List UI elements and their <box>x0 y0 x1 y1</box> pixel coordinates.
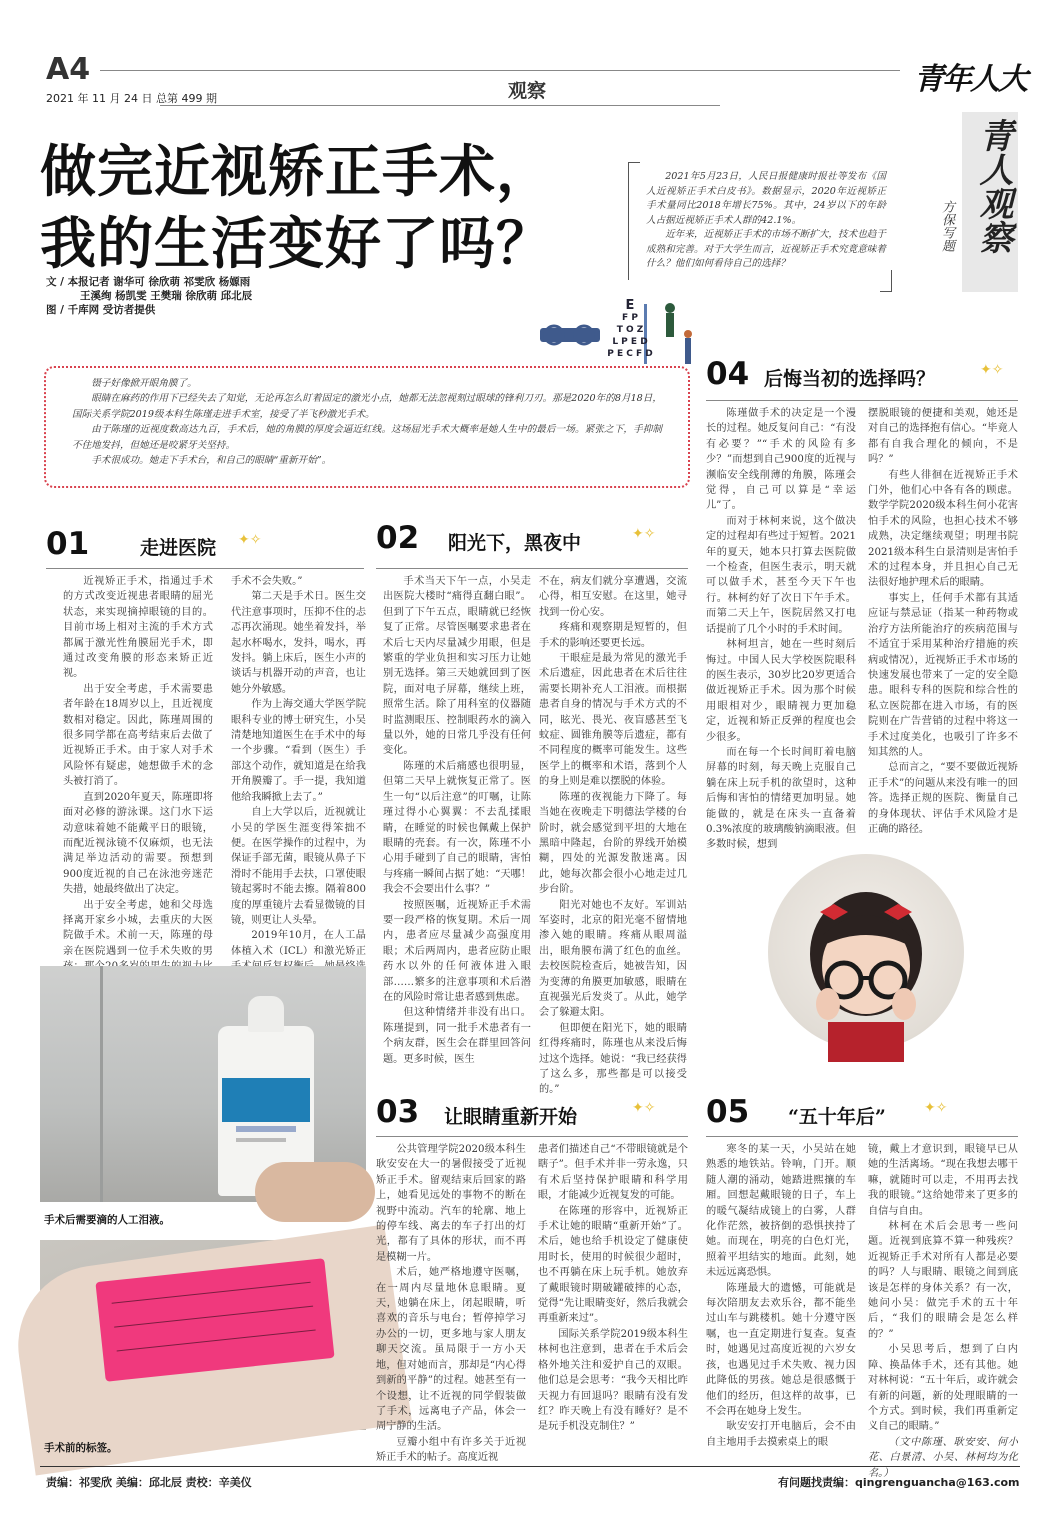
section-03-rule <box>376 1136 688 1137</box>
body-paragraph: 手术不会失败。” <box>231 576 303 587</box>
wristband-caption: 手术前的标签。 <box>44 1442 118 1454</box>
girl-illustration <box>768 854 964 1050</box>
section-rule <box>160 105 720 106</box>
body-paragraph: 事实上，任何手术都有其适应证与禁忌证（指某一种药物或治疗方法所能治疗的疾病范围与不适宜于采用某种治疗措施的疾病或情况），近视矫正手术市场的快速发展也带来了一定的安全隐患。眼科专科的医院和综合性的私立医院都在进入市场，有的医院则在广告营销的过程中将这一手术过度美化，也吸引了许多不知其然的人。 <box>868 592 1018 758</box>
lead-text <box>646 170 886 290</box>
body-paragraph: 2019年10月，在人工晶体植入术（ICL）和激光矫正 <box>231 930 366 957</box>
body-paragraph: 公共管理学院2020级本科生耿安安在大一的暑假接受了近视矫正手术。留观结束后回家的路上，她看见远处的事物不的断在视野中流动。汽车的轮廓、地上的停车线、离去的车子打出的灯光，都有了具体的形状，而不再是模糊一片。 <box>376 1144 526 1263</box>
section-05-rule <box>706 1136 1018 1137</box>
body-paragraph: 总而言之，“要不要做近视矫正手术”的问题从来没有唯一的回答。选择正规的医院、衡量自己的身体现状、评估手术风险才是正确的路径。 <box>868 762 1018 835</box>
body-paragraph: （文中陈瑾、耿安安、何小花、白景清、小吴、林柯均为化名。） <box>868 1436 1018 1479</box>
body-paragraph: 陈瑾最大的遗憾，可能就是每次陪朋友去欢乐谷，都不能坐过山车与跳楼机。她十分遵守医嘱，也一直定期进行复查。复查时，她遇见过高度近视的六岁女孩，也遇见过手术失败、视力因此降低的男孩。她总是很感慨于他们的经历，但这样的故事，已不会再在她身上发生。 <box>706 1282 856 1417</box>
section-04-column-2 <box>868 406 1018 842</box>
byline <box>46 275 252 317</box>
body-paragraph: 近视矫正手术，指通过手术的方式改变近视患者眼睛的屈光状态，来实现摘掉眼镜的目的。目前市场上相对主流的手术方式都属于激光性角膜屈光手术，即通过改变角膜的形态来矫正近视。 <box>63 576 213 680</box>
eye-chart-row: T O Z <box>616 325 644 335</box>
body-paragraph: 自上大学以后，近视就让小吴的学医生涯变得笨拙不便。在医学操作的过程中，为保证手部无菌，眼镜从鼻子下滑时不能用手去扶，口罩使眼镜起雾时不能去擦。隔着800度的厚重镜片去看显微镜的目镜，则更让人头晕。 <box>231 807 366 926</box>
body-paragraph: 不在，病友们就分享遭遇，交流心得，相互安慰。在这里，她寻找到一份心安。 <box>539 576 687 618</box>
section-04-number: 04 <box>706 356 750 392</box>
byline-line: 王溪绚 杨凯雯 王樊瑞 徐欣萌 邱北辰 <box>80 290 253 302</box>
column-logo-signature: 方保写题 <box>939 200 954 252</box>
section-05-column-1 <box>706 1142 856 1462</box>
section-04-column-1 <box>706 406 856 851</box>
intro-paragraph: 由于陈瑾的近视度数高达九百，手术后，她的角膜的厚度会逼近红线。这场屈光手术大概率是她人生中的最后一场。紧张之下，手抑制不住地发抖，但她还是咬紧牙关坚持。 <box>72 424 662 451</box>
section-04-title: 后悔当初的选择吗？ <box>764 368 936 390</box>
column-logo-text: 青人观察 <box>973 118 1013 254</box>
body-paragraph: 镜，戴上才意识到，眼镜早已从她的生活离场。“现在我想去哪干嘛，就随时可以走，不用再去找我的眼镜。”这给她带来了更多的自信与自由。 <box>868 1144 1018 1217</box>
body-paragraph: 耿安安打开电脑后，会不由自主地用手去摸索桌上的眼 <box>706 1421 856 1448</box>
section-02-rule <box>376 568 688 569</box>
body-paragraph: 摆脱眼镜的便捷和美观，她还是对自己的选择抱有信心。“毕竟人都有自我合理化的倾向，不是吗？” <box>868 408 1018 466</box>
sparkle-icon: ✦✧ <box>632 1100 656 1116</box>
body-paragraph: 直到2020年夏天，陈瑾即将面对必修的游泳课。这门水下运动意味着她不能戴平日的眼镜，而配近视泳镜不仅麻烦，也无法满足举边活动的需要。预想到900度近视的自己在泳池旁迷茫失措，她最终做出了决定。 <box>63 791 213 896</box>
date-line: 2021 年 11 月 24 日 总第 499 期 <box>46 92 217 105</box>
lead-bracket <box>628 162 640 280</box>
body-paragraph: 患者们描述自己“不带眼镜就是个瞎子”。但手术并非一劳永逸，只有术后坚持保护眼睛和科学用眼，才能减少近视复发的可能。 <box>538 1144 688 1202</box>
footer-rule <box>40 1466 1020 1467</box>
body-paragraph: 出于安全考虑，她和父母选择离开家乡小城，去重庆的大医院做手术。术前一天，陈瑾的母亲在医院遇到一位手术失败的男 <box>63 899 213 957</box>
paper-logo: 青年人大 <box>914 62 1026 97</box>
lead-paragraph: 2021年5月23日，人民日报健康时报社等发布《国人近视矫正手术白皮书》。数据显示，2020年近视矫正手术量同比2018年增长75%。其中，24岁以下的年龄人占据近视矫正手术人群的42.1%。 <box>646 171 886 226</box>
sparkle-icon: ✦✧ <box>632 526 656 542</box>
section-01-column-1 <box>63 574 213 962</box>
wristband-photo <box>40 1240 366 1430</box>
body-paragraph: 小吴思考后，想到了白内障、换晶体手术，还有其他。她对林柯说：“五十年后，或许就会有新的问题，新的处理眼睛的一个方式。到时候，我们再重新定义自己的眼睛。” <box>868 1344 1018 1433</box>
body-paragraph: 在陈瑾的形容中，近视矫正手术让她的眼睛“重新开始”了。术后，她也给手机设定了健康使用时长，使用的时候很少超时，也不再躺在床上玩手机。她放弃了戴眼镜时期破罐破摔的心态，觉得“先让眼睛变好，然后我就会再重新来过”。 <box>538 1205 688 1325</box>
section-05-number: 05 <box>706 1094 750 1130</box>
section-01-column-2 <box>231 574 366 962</box>
section-05-column-2 <box>868 1142 1018 1479</box>
section-03-column-1 <box>376 1142 526 1462</box>
section-04-rule <box>706 400 1018 401</box>
eye-chart-row: E <box>625 298 635 313</box>
body-paragraph: 手术当天下午一点，小吴走出医院大楼时“痛得直翻白眼”。但到了下午五点，眼睛就已经恢复了正常。尽管医嘱要求患者在术后七天内尽量减少用眼，但是繁重的学业负担和实习压力让她别无选择。第三天她就回到了医院，面对电子屏幕，继续上班，照常生活。除了用科室的仪器随时监测眼压、控制眼药水的滴入量以外，她的日常几乎没有任何变化。 <box>383 576 531 757</box>
masthead-rule <box>100 70 900 71</box>
body-paragraph: 而对于林柯来说，这个做决定的过程却有些过于短暂。2021年的夏天，她本只打算去医院做一个检查，但医生表示，明天就可以做手术，甚至今天下午也行。林柯约好了次日下午手术。而第二天上午，医院居然又打电话提前了几个小时的手术时间。 <box>706 515 856 635</box>
eye-chart-row: L P E D <box>612 337 648 347</box>
section-01-number: 01 <box>46 526 90 562</box>
sparkle-icon: ✦✧ <box>238 532 262 548</box>
body-paragraph: 陈瑾的术后痛感也很明显，但第二天早上就恢复正常了。医生一句“以后注意”的叮嘱，让陈瑾过得小心翼翼：不去乱揉眼睛，在睡觉的时候也佩戴上保护眼睛的壳套。有一次，陈瑾不小心用手碰到了自己的眼睛，害怕与疼痛一瞬间占据了她：“天哪！我会不会要出什么事？” <box>383 760 531 896</box>
body-paragraph: 出于安全考虑，手术需要患者年龄在18周岁以上，且近视度数相对稳定。因此，陈瑾周围的很多同学都在高考结束后去做了近视矫正手术。由于家人对手术风险怀有疑虑，她想做手术的念头被打消了。 <box>63 683 213 788</box>
headline-line-2: 我的生活变好了吗？ <box>40 212 553 277</box>
section-03-title: 让眼睛重新开始 <box>444 1106 578 1128</box>
body-paragraph: 而在每一个长时间盯着电脑屏幕的时刻，每天晚上克服自己躺在床上玩手机的欲望时，这种后悔和害怕的情绪更加明显。她能做的，就是在床头一直备着0.3%浓度的玻璃酸钠滴眼液。但多数时候，想到 <box>706 746 856 851</box>
section-label: 观察 <box>508 80 547 102</box>
body-paragraph: 林柯在术后会思考一些问题。近视到底算不算一种残疾？近视矫正手术对所有人都是必要的吗？人与眼睛、眼镜之间到底该是怎样的身体关系？有一次，她问小吴：做完手术的五十年后，“我们的眼睛会是怎么样的？” <box>868 1221 1018 1340</box>
body-paragraph: 有些人徘徊在近视矫正手术门外，他们心中各有各的顾虑。数学学院2020级本科生何小花害怕手术的风险，也担心技术不够成熟，决定继续观望；明理书院2021级本科生白景清则是害怕手术的过程本身，并且担心自己无法很好地护理术后的眼睛。 <box>868 469 1018 589</box>
eye-chart-illustration <box>540 298 700 368</box>
body-paragraph: 干眼症是最为常见的激光手术后遗症，因此患者在术后往往需要长期补充人工泪液。而根据患者自身的情况与手术方式的不同，眩光、畏光、夜盲感甚至飞蚊症、圆锥角膜等后遗症，都有不同程度的概率可能发生。这些医学上的概率和术语，落到个人的身上则是难以摆脱的体验。 <box>539 653 687 788</box>
section-01-title: 走进医院 <box>140 537 217 559</box>
body-paragraph: 陈瑾的夜视能力下降了。每当她在夜晚走下明德法学楼的台阶时，就会感觉到平坦的大地在黑暗中隆起，台阶的界线开始模糊，四处的光源发散迷离。因此，她每次都会很小心地走过几步台阶。 <box>539 791 687 896</box>
girl-with-glasses-photo <box>768 854 964 1050</box>
intro-paragraph: 镊子好像掀开眼角膜了。 <box>91 378 197 389</box>
lead-paragraph: 近年来，近视矫正手术的市场不断扩大，技术也趋于成熟和完善。对于大学生而言，近视矫正手术究竟意味着什么？他们如何看待自己的选择？ <box>646 229 886 269</box>
footer-editors: 责编：祁雯欣 美编：邱北辰 责校：辛美仪 <box>46 1476 252 1489</box>
body-paragraph: 阳光对她也不友好。军训站军姿时，北京的阳光毫不留情地渗入她的眼睛。疼痛从眼周溢出，眼角膜布满了红色的血丝。去校医院检查后，她被告知，因为变薄的角膜更加敏感，眼睛在直视强光后发炎了。从此，她学会了躲避太阳。 <box>539 899 687 1019</box>
section-02-title: 阳光下，黑夜中 <box>448 532 582 554</box>
eye-chart-letters <box>600 300 660 360</box>
section-02-column-1 <box>383 574 531 1065</box>
byline-line: 文 / 本报记者 谢华可 徐欣萌 祁雯欣 杨嫄雨 <box>46 276 251 288</box>
body-paragraph: 第二天是手术日。医生交代注意事项时，压抑不住的忐忑再次涌现。她坐着发抖，举起水杯喝水，发抖，喝水，再发抖。躺上床后，医生小声的谈话与机器开动的声音，也让她分外敏感。 <box>231 591 366 695</box>
body-paragraph: 林柯坦言，她在一些时刻后悔过。中国人民大学校医院眼科的医生表示，30岁比20岁更适合做近视矫正手术。因为那个时候用眼相对少，眼睛视力更加稳定，近视和矫正反弹的程度也会少很多。 <box>706 639 856 743</box>
body-paragraph: 但这种情绪并非没有出口。陈瑾提到，同一批手术患者有一个病友群，医生会在群里回答问题。更多时候，医生 <box>383 1007 531 1065</box>
footer-contact: 有问题找责编：qingrenguancha@163.com <box>778 1476 1020 1489</box>
eyedrops-caption: 手术后需要滴的人工泪液。 <box>44 1214 170 1226</box>
intro-paragraph: 手术很成功。她走下手术台，和自己的眼睛“重新开始”。 <box>91 455 332 467</box>
byline-line: 图 / 千库网 受访者提供 <box>46 304 156 316</box>
body-paragraph: 寒冬的某一天，小吴站在她熟悉的地铁站。铃响，门开。顺随人潮的涌动，她踏进熙攘的车厢。回想起戴眼镜的日子，车上的暖气凝结成镜上的白雾，人群化作茫然，被挤倒的恐惧挟持了她。而现在，明亮的白色灯光，照着平坦结实的地面。此刻，她未远远离恐惧。 <box>706 1144 856 1279</box>
body-paragraph: 疼痛和观察期是短暂的，但手术的影响还要更长远。 <box>539 622 687 649</box>
sparkle-icon: ✦✧ <box>924 1100 948 1116</box>
intro-paragraph: 眼睛在麻药的作用下已经失去了知觉，无论再怎么盯着固定的激光小点，她都无法忽视刻过眼球的锋利刀刃。那是2020年的8月18日，国际关系学院2019级本科生陈瑾走进手术室，接受了半飞秒激光手术。 <box>72 393 662 420</box>
eyedrops-photo <box>40 966 366 1202</box>
section-02-column-2 <box>539 574 687 1096</box>
body-paragraph: 豆瓣小组中有许多关于近视矫正手术的帖子。高度近视 <box>376 1436 526 1464</box>
eye-chart-row: F P <box>622 313 638 323</box>
headline-line-1: 做完近视矫正手术， <box>40 140 553 205</box>
section-03-column-2 <box>538 1142 688 1462</box>
section-03-number: 03 <box>376 1094 420 1130</box>
intro-text <box>72 376 662 482</box>
section-01-rule <box>46 568 364 569</box>
body-paragraph: 国际关系学院2019级本科生林柯也注意到，患者在手术后会格外地关注和爱护自己的双眼。他们总是会思考：“我今天相比昨天视力有回退吗？眼睛有没有发红？昨天晚上有没有睡好？是不是玩手机没克制住？” <box>538 1328 688 1433</box>
section-05-title: “五十年后” <box>788 1106 886 1128</box>
body-paragraph: 陈瑾做手术的决定是一个漫长的过程。她反复问自己：“有没有必要？”“手术的风险有多少？”而想到自己900度的近视与濒临安全线削薄的角膜，陈瑾会觉得，自己可以算是“幸运儿”了。 <box>706 408 856 512</box>
body-paragraph: 作为上海交通大学医学院眼科专业的博士研究生，小吴清楚地知道医生在手术中的每一个步骤。“看到（医生）手部这个动作，就知道是在给我开角膜瓣了。手一提，我知道他给我瞬掀上去了。” <box>231 699 366 803</box>
eye-chart-row: P E C F D <box>607 349 653 359</box>
page-number: A4 <box>46 52 91 87</box>
body-paragraph: 但即便在阳光下，她的眼睛红得疼痛时，陈瑾也从来没后悔过这个选择。她说：“我已经获得了这么多，那些都是可以接受的。” <box>539 1022 687 1096</box>
body-paragraph: 按照医嘱，近视矫正手术需要一段严格的恢复期。术后一周内，患者应尽量减少高强度用眼；术后两周内，患者应防止眼药水以外的任何液体进入眼部……繁多的注意事项和术后潜在的风险时常让患者感到焦虑。 <box>383 899 531 1003</box>
sparkle-icon: ✦✧ <box>980 362 1004 378</box>
section-02-number: 02 <box>376 520 420 556</box>
body-paragraph: 术后，她严格地遵守医嘱，在一周内尽量地休息眼睛。夏天，她躺在床上，闭起眼睛，听喜欢的音乐与电台；暂停掉学习办公的一切，更多地与家人朋友聊天交流。虽局限于一方小天地，但对她而言，那却是“内心得到新的平静”的过程。她甚至有一个设想，让不近视的同学假装做了手术，远离电子产品，体会一周宁静的生活。 <box>376 1267 526 1433</box>
